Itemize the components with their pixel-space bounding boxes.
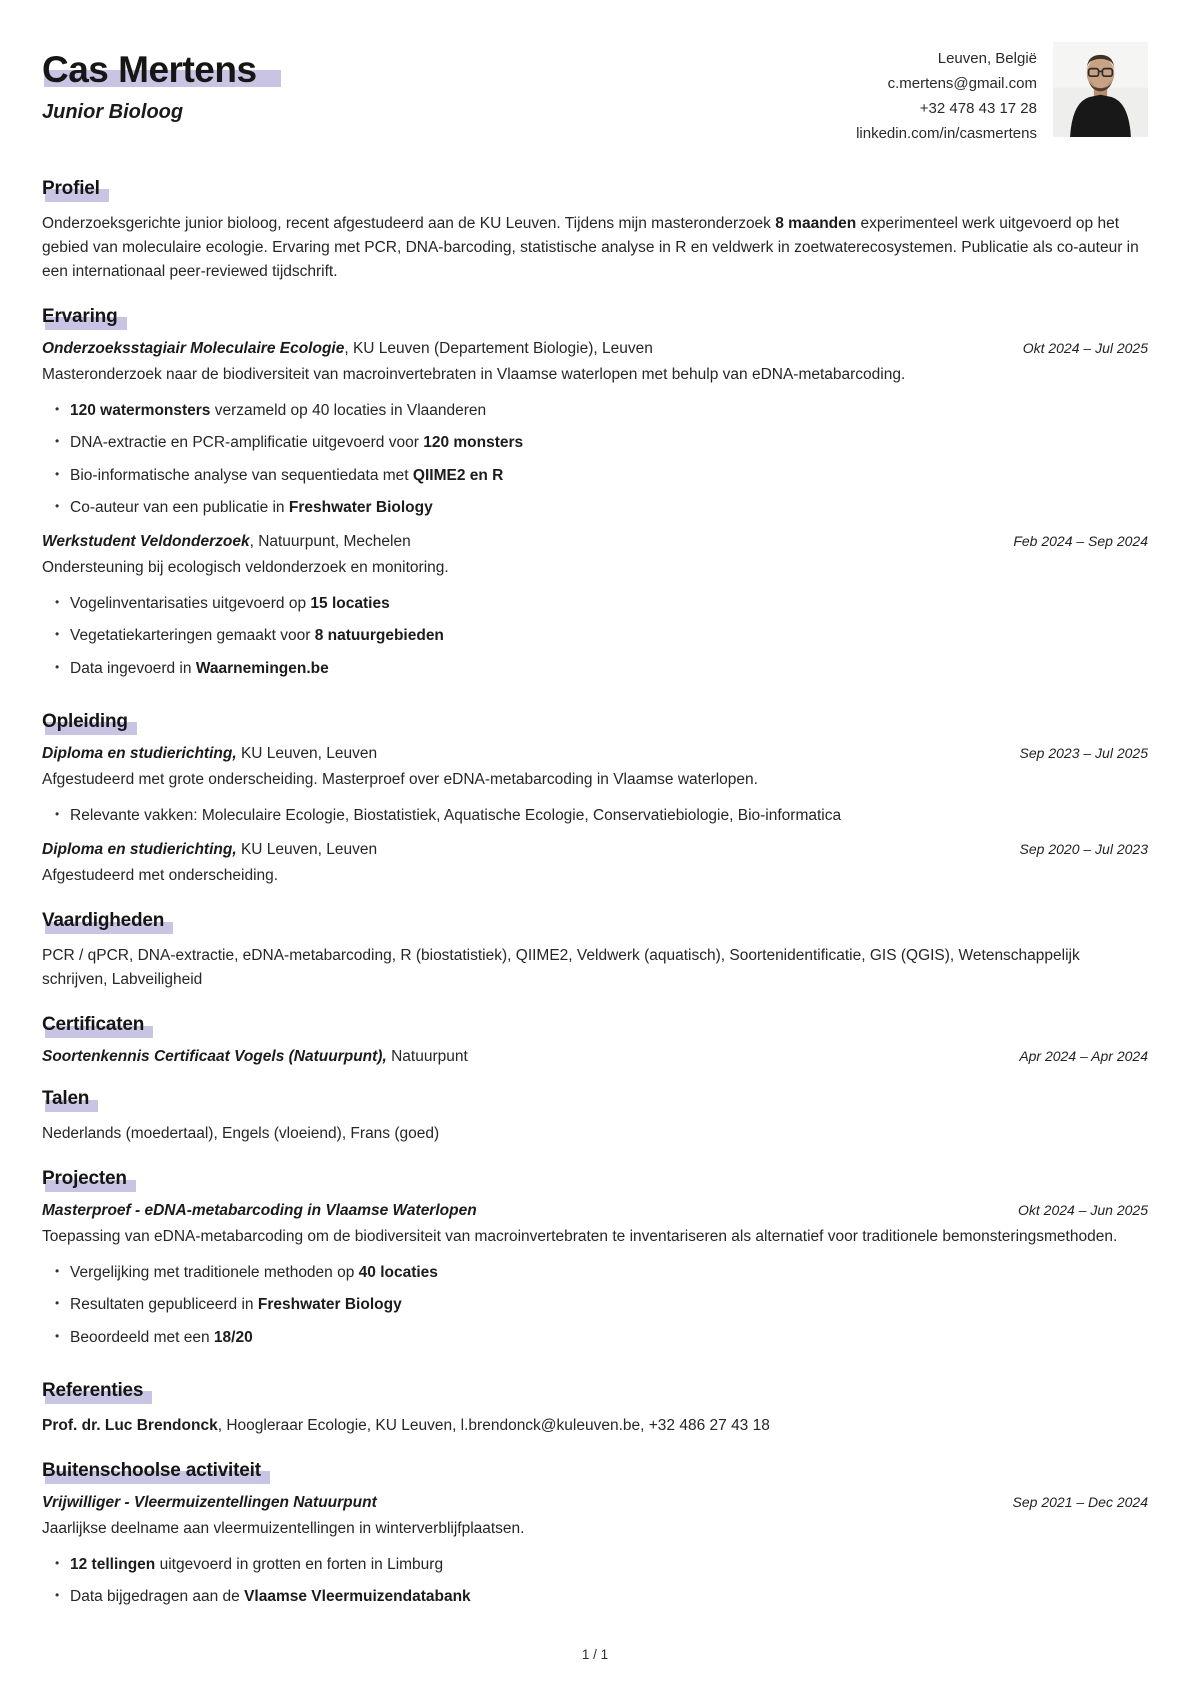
entry-subtitle: KU Leuven, Leuven <box>236 744 378 762</box>
section-heading-certificaten <box>42 1014 1148 1036</box>
section-buitenschoolse-activiteit <box>42 1460 1148 1618</box>
bullet-text-pre: Data ingevoerd in <box>70 659 196 677</box>
job-title: Junior Bioloog <box>42 100 184 123</box>
entry-header <box>42 1048 1148 1066</box>
bullet-text-bold: Waarnemingen.be <box>195 659 329 677</box>
section-ervaring <box>42 306 1148 689</box>
entry-title-line <box>42 340 653 358</box>
heading-text: Certificaten <box>42 1014 145 1036</box>
profile-text-post: experimenteel werk uitgevoerd op het gebied van moleculaire ecologie. Ervaring met PCR, DNA-barcoding, statistische analyse in R en veldwerk in zoetwaterecosystemen. Publicatie als co-auteur in een internationaal peer-reviewed tijdschrift. <box>42 215 1139 281</box>
activity-entry <box>42 1494 1148 1609</box>
bullet-text-pre: Co-auteur van een publicatie in <box>70 498 289 516</box>
skills-text: PCR / qPCR, DNA-extractie, eDNA-metabarcoding, R (biostatistiek), QIIME2, Veldwerk (aquatisch), Soortenidentificatie, GIS (QGIS), Wetenschappelijk schrijven, Labveiligheid <box>42 947 1080 989</box>
bullet-text-bold: 12 tellingen <box>70 1555 156 1573</box>
entry-title: Werkstudent Veldonderzoek <box>42 533 250 551</box>
bullet-text-post: uitgevoerd in grotten en forten in Limburg <box>155 1555 444 1573</box>
project-entry <box>42 1202 1148 1349</box>
contact-linkedin: linkedin.com/in/casmertens <box>856 125 1037 142</box>
header-contact-block <box>856 42 1148 146</box>
bullet-item <box>42 496 1148 519</box>
entry-title: Soortenkennis Certificaat Vogels (Natuurpunt), <box>42 1048 387 1066</box>
bullet-text-pre: Relevante vakken: Moleculaire Ecologie, Biostatistiek, Aquatische Ecologie, Conservatiebiologie, Bio-informatica <box>70 806 842 824</box>
entry-title: Masterproef - eDNA-metabarcoding in Vlaamse Waterlopen <box>42 1202 477 1220</box>
person-name <box>42 50 257 91</box>
reference-details: , Hoogleraar Ecologie, KU Leuven, l.brendonck@kuleuven.be, +32 486 27 43 18 <box>217 1416 770 1434</box>
section-referenties <box>42 1380 1148 1438</box>
education-entry <box>42 745 1148 827</box>
bullet-list <box>42 1261 1148 1349</box>
section-talen <box>42 1088 1148 1146</box>
profile-text-bold: 8 maanden <box>775 215 857 232</box>
bullet-text-pre: Resultaten gepubliceerd in <box>70 1296 258 1314</box>
entry-title: Diploma en studierichting, <box>42 744 237 762</box>
heading-text: Referenties <box>42 1379 144 1401</box>
section-opleiding <box>42 711 1148 888</box>
bullet-list <box>42 1553 1148 1609</box>
bullet-text-bold: 40 locaties <box>358 1264 438 1282</box>
heading-text: Ervaring <box>42 306 118 328</box>
section-heading-referenties <box>42 1380 1148 1402</box>
bullet-text-pre: Beoordeeld met een <box>70 1328 214 1346</box>
section-projecten <box>42 1168 1148 1358</box>
bullet-text-bold: 18/20 <box>213 1328 253 1346</box>
section-certificaten <box>42 1014 1148 1066</box>
bullet-item <box>42 624 1148 647</box>
bullet-text-bold: Vlaamse Vleermuizendatabank <box>244 1588 471 1606</box>
headshot-illustration <box>1053 42 1148 137</box>
bullet-item <box>42 1585 1148 1608</box>
bullet-item <box>42 592 1148 615</box>
entry-description: Jaarlijkse deelname aan vleermuizentellingen in winterverblijfplaatsen. <box>42 1519 525 1537</box>
heading-text: Buitenschoolse activiteit <box>42 1459 261 1481</box>
bullet-list <box>42 592 1148 680</box>
entry-date: Okt 2024 – Jul 2025 <box>1022 340 1148 357</box>
header-identity <box>42 42 257 124</box>
certificate-entry <box>42 1048 1148 1066</box>
bullet-text-pre: Vogelinventarisaties uitgevoerd op <box>70 595 311 613</box>
section-profiel <box>42 178 1148 284</box>
bullet-list <box>42 399 1148 519</box>
bullet-item <box>42 464 1148 487</box>
entry-description: Afgestudeerd met onderscheiding. <box>42 867 279 885</box>
entry-date: Feb 2024 – Sep 2024 <box>1013 533 1148 550</box>
bullet-item <box>42 399 1148 422</box>
entry-description: Toepassing van eDNA-metabarcoding om de biodiversiteit van macroinvertebraten te inventariseren als alternatief voor traditionele bemonsteringsmethoden. <box>42 1228 1118 1246</box>
entry-title: Diploma en studierichting, <box>42 841 237 859</box>
entry-title-line <box>42 1202 477 1220</box>
entry-title-line <box>42 1048 468 1066</box>
heading-text: Talen <box>42 1088 90 1110</box>
bullet-item <box>42 431 1148 454</box>
heading-text: Profiel <box>42 178 100 199</box>
entry-title-line <box>42 841 377 859</box>
bullet-text-bold: 120 watermonsters <box>70 402 211 420</box>
contact-phone: +32 478 43 17 28 <box>919 100 1037 117</box>
contact-location: Leuven, België <box>937 50 1037 67</box>
bullet-text-pre: DNA-extractie en PCR-amplificatie uitgevoerd voor <box>70 434 424 452</box>
entry-date: Apr 2024 – Apr 2024 <box>1019 1048 1148 1065</box>
entry-title-line <box>42 533 411 551</box>
heading-text: Projecten <box>42 1168 127 1190</box>
bullet-text-bold: QIIME2 en R <box>412 466 504 484</box>
entry-date: Okt 2024 – Jun 2025 <box>1018 1202 1148 1219</box>
entry-header <box>42 340 1148 358</box>
reference-name: Prof. dr. Luc Brendonck <box>42 1416 218 1434</box>
entry-subtitle: Natuurpunt <box>386 1048 468 1066</box>
bullet-text-post: verzameld op 40 locaties in Vlaanderen <box>210 402 487 420</box>
education-entry <box>42 841 1148 888</box>
heading-text: Opleiding <box>42 710 128 732</box>
entry-date: Sep 2023 – Jul 2025 <box>1019 744 1148 761</box>
bullet-item <box>42 1553 1148 1576</box>
entry-header <box>42 533 1148 551</box>
contact-email: c.mertens@gmail.com <box>887 75 1037 92</box>
bullet-item <box>42 1293 1148 1316</box>
page-number: 1 / 1 <box>581 1647 609 1663</box>
entry-date: Sep 2021 – Dec 2024 <box>1012 1493 1148 1510</box>
entry-subtitle: , Natuurpunt, Mechelen <box>249 533 411 551</box>
bullet-item <box>42 657 1148 680</box>
bullet-text-bold: Freshwater Biology <box>288 498 433 516</box>
entry-title: Onderzoeksstagiair Moleculaire Ecologie <box>42 340 345 358</box>
heading-text: Vaardigheden <box>42 910 165 932</box>
contact-info <box>856 42 1037 146</box>
bullet-item <box>42 804 1148 827</box>
entry-title-line <box>42 1494 377 1512</box>
bullet-list <box>42 804 1148 827</box>
experience-entry <box>42 340 1148 519</box>
entry-description: Masteronderzoek naar de biodiversiteit van macroinvertebraten in Vlaamse waterlopen met behulp van eDNA-metabarcoding. <box>42 366 906 384</box>
section-heading-opleiding <box>42 711 1148 733</box>
bullet-item <box>42 1326 1148 1349</box>
bullet-text-bold: 8 natuurgebieden <box>314 627 444 645</box>
entry-description: Afgestudeerd met grote onderscheiding. Masterproef over eDNA-metabarcoding in Vlaamse waterlopen. <box>42 770 758 788</box>
entry-title-line <box>42 745 377 763</box>
bullet-text-pre: Vergelijking met traditionele methoden op <box>70 1264 359 1282</box>
entry-subtitle: , KU Leuven (Departement Biologie), Leuven <box>344 340 653 358</box>
reference-line <box>42 1414 1148 1438</box>
bullet-item <box>42 1261 1148 1284</box>
entry-header <box>42 1202 1148 1220</box>
bullet-text-pre: Vegetatiekarteringen gemaakt voor <box>70 627 315 645</box>
section-vaardigheden <box>42 910 1148 992</box>
entry-header <box>42 745 1148 763</box>
languages-text: Nederlands (moedertaal), Engels (vloeiend), Frans (goed) <box>42 1125 440 1143</box>
entry-date: Sep 2020 – Jul 2023 <box>1019 841 1148 858</box>
section-heading-ervaring <box>42 306 1148 328</box>
entry-header <box>42 841 1148 859</box>
section-heading-buitenschools <box>42 1460 1148 1482</box>
section-heading-profiel <box>42 178 1148 200</box>
bullet-text-pre: Data bijgedragen aan de <box>70 1588 245 1606</box>
experience-entry <box>42 533 1148 680</box>
name-highlight: Cas Mertens <box>42 49 257 90</box>
profile-text-pre: Onderzoeksgerichte junior bioloog, recent afgestudeerd aan de KU Leuven. Tijdens mijn masteronderzoek <box>42 215 776 232</box>
section-heading-vaardigheden <box>42 910 1148 932</box>
section-heading-projecten <box>42 1168 1148 1190</box>
entry-subtitle: KU Leuven, Leuven <box>236 841 378 859</box>
profile-photo <box>1053 42 1148 137</box>
entry-description: Ondersteuning bij ecologisch veldonderzoek en monitoring. <box>42 559 449 577</box>
entry-header <box>42 1494 1148 1512</box>
bullet-text-bold: 15 locaties <box>310 595 390 613</box>
section-heading-talen <box>42 1088 1148 1110</box>
bullet-text-bold: 120 monsters <box>423 434 524 452</box>
bullet-text-bold: Freshwater Biology <box>257 1296 402 1314</box>
profile-summary <box>42 212 1148 284</box>
entry-title: Vrijwilliger - Vleermuizentellingen Natuurpunt <box>42 1493 377 1511</box>
bullet-text-pre: Bio-informatische analyse van sequentiedata met <box>70 466 413 484</box>
header <box>42 42 1148 146</box>
